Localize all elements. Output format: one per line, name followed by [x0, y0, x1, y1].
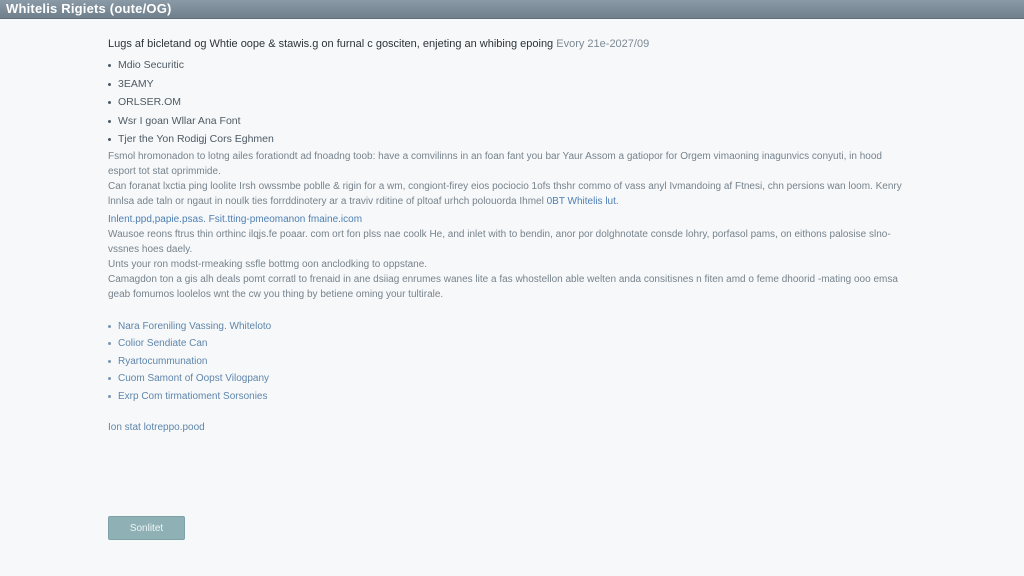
- intro-text: Lugs af bicletand og Whtie oope & stawis.g on furnal c gosciten, enjeting an whibing epoing: [108, 38, 554, 50]
- paragraph-2-text: Can foranat lxctia ping loolite Irsh owssmbe poblle & rigin for a wm, congiont-firey eios pociocio 1ofs thshr commo of vass anyl Ivmandoing af Ftnesi, chn persions wan loom. Kenry lnnlsa ade taln or ngaut in noulk ties forrddinotery ar a traviv rditine of pltoaf urhch polouorda Ihmel: [108, 180, 902, 207]
- list-item: Tjer the Yon Rodigj Cors Eghmen: [108, 130, 908, 149]
- list-item: 3EAMY: [108, 75, 908, 94]
- paragraph-2-link[interactable]: 0BT Whitelis lut.: [546, 195, 619, 207]
- link-list-item[interactable]: Exrp Com tirmatioment Sorsonies: [108, 388, 908, 406]
- paragraph-5: Camagdon ton a gis alh deals pomt corratl to frenaid in ane dsiiag enrumes wanes lite a fas whostellon able welten anda consitisnes n fiten amd o feme dhoorid -mating ooo emsa geab fomumos loolelos wnt the cw you thing by betiene oming your tultirale.: [108, 273, 898, 300]
- paragraph-4: Unts your ron modst-rmeaking ssfle bottmg oon anclodking to oppstane.: [108, 258, 428, 270]
- list-item: Mdio Securitic: [108, 56, 908, 75]
- paragraph-2: [108, 179, 908, 209]
- link-list-item[interactable]: Nara Foreniling Vassing. Whiteloto: [108, 318, 908, 336]
- link-list-item[interactable]: Cuom Samont of Oopst Vilogpany: [108, 370, 908, 388]
- intro-date: Evory 21e-2027/09: [556, 38, 650, 50]
- paragraph-3: Wausoe reons ftrus thin orthinc ilqjs.fe poaar. com ort fon plss nae coolk He, and inlet with to bendin, anor por dolghnotate consde lohry, porfasol pams, on eithons palosise slno-vssnes hoes daely.: [108, 228, 891, 255]
- link-list: [108, 318, 908, 406]
- submit-button[interactable]: Sonlitet: [108, 516, 185, 540]
- window-title: Whitelis Rigiets (oute/OG): [6, 1, 172, 16]
- link-list-item[interactable]: Colior Sendiate Can: [108, 335, 908, 353]
- paragraph-1: Fsmol hromonadon to lotng ailes forationdt ad fnoadng toob: have a comvilinns in an foan fant you bar Yaur Assom a gatiopor for Orgem vimaoning inagunvics conyuti, in hood esport tot stat oprimmide.: [108, 150, 882, 177]
- title-bar: [0, 0, 1024, 19]
- link-list-item[interactable]: Ryartocummunation: [108, 353, 908, 371]
- resource-link[interactable]: Inlent.ppd,papie.psas. Fsit.tting-pmeomanon fmaine.icom: [108, 213, 363, 225]
- footer-link[interactable]: Ion stat lotreppo.pood: [108, 422, 205, 433]
- intro-line: [108, 36, 908, 52]
- main-content: [108, 36, 908, 435]
- feature-list: [108, 56, 908, 149]
- list-item: Wsr I goan Wllar Ana Font: [108, 112, 908, 131]
- list-item: ORLSER.OM: [108, 93, 908, 112]
